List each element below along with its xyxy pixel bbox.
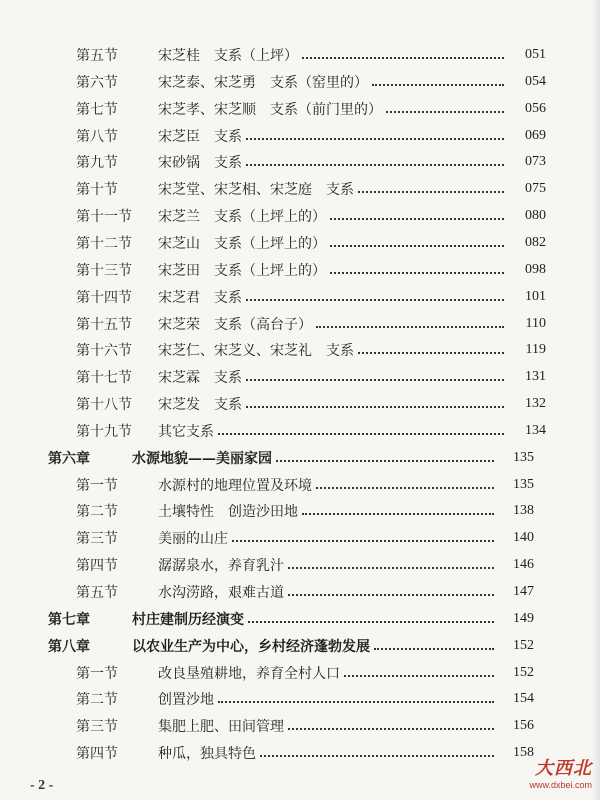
toc-entry-page: 135	[513, 476, 534, 492]
toc-entry-number: 第十节	[76, 182, 118, 199]
toc-entry-title: 水沟涝路，艰难古道	[158, 585, 284, 601]
toc-entry-page: 051	[525, 47, 546, 62]
toc-entry-number: 第十一节	[76, 209, 132, 226]
toc-section-entry	[0, 257, 600, 283]
toc-entry-title: 宋芝田 支系（上坪上的）	[158, 262, 326, 279]
toc-entry-title: 宋芝君 支系	[158, 289, 242, 306]
toc-entry-page: 156	[513, 718, 534, 734]
toc-section-entry	[0, 149, 600, 175]
toc-entry-number: 第三节	[76, 531, 118, 548]
toc-entry-number: 第二节	[76, 504, 118, 521]
toc-section-entry	[0, 96, 600, 122]
toc-entry-page: 135	[513, 449, 534, 465]
dot-leader	[246, 406, 504, 408]
dot-leader	[302, 57, 504, 59]
toc-entry-title: 宋芝发 支系	[158, 397, 242, 414]
dot-leader	[386, 111, 504, 113]
toc-entry-title: 宋芝山 支系（上坪上的）	[158, 235, 326, 252]
toc-entry-number: 第十七节	[76, 370, 132, 387]
dot-leader	[260, 755, 494, 757]
dot-leader	[288, 594, 494, 596]
toc-entry-page: 140	[513, 530, 534, 546]
dot-leader	[246, 299, 504, 301]
toc-entry-title: 宋芝霖 支系	[158, 370, 242, 387]
toc-entry-page: 131	[525, 369, 546, 385]
toc-section-entry	[0, 69, 600, 95]
toc-entry-number: 第九节	[76, 155, 118, 172]
toc-section-entry	[0, 552, 600, 578]
dot-leader	[246, 138, 504, 140]
toc-entry-page: 152	[513, 664, 534, 680]
toc-entry-page: 069	[525, 127, 546, 143]
toc-entry-number: 第十八节	[76, 397, 132, 414]
toc-section-entry	[0, 660, 600, 686]
toc-entry-number: 第四节	[76, 558, 118, 575]
toc-section-entry	[0, 364, 600, 390]
toc-entry-number: 第五节	[76, 48, 118, 64]
toc-section-entry	[0, 740, 600, 766]
toc-section-entry	[0, 498, 600, 524]
toc-entry-page: 119	[525, 342, 546, 358]
toc-chapter-entry	[0, 633, 600, 659]
toc-entry-page: 146	[513, 557, 534, 573]
toc-chapter-entry	[0, 606, 600, 632]
dot-leader	[330, 272, 504, 274]
toc-chapter-entry	[0, 445, 600, 471]
toc-entry-title: 美丽的山庄	[158, 531, 228, 548]
toc-entry-title: 宋芝荣 支系（高台子）	[158, 316, 312, 333]
dot-leader	[246, 379, 504, 381]
toc-entry-page: 149	[513, 610, 534, 626]
toc-entry-title: 宋芝泰、宋芝勇 支系（窑里的）	[158, 74, 368, 91]
toc-entry-number: 第十五节	[76, 316, 132, 333]
toc-entry-title: 水源村的地理位置及环境	[158, 477, 312, 494]
toc-section-entry	[0, 686, 600, 712]
toc-entry-title: 宋芝仁、宋芝义、宋芝礼 支系	[158, 343, 354, 360]
toc-entry-number: 第六章	[48, 450, 90, 467]
toc-section-entry	[0, 391, 600, 417]
dot-leader	[248, 621, 494, 623]
toc-entry-number: 第六节	[76, 74, 118, 91]
toc-entry-number: 第八章	[48, 638, 90, 655]
toc-section-entry	[0, 203, 600, 229]
dot-leader	[218, 701, 494, 703]
toc-entry-number: 第七节	[76, 101, 118, 118]
toc-entry-page: 054	[525, 73, 546, 89]
dot-leader	[316, 326, 504, 328]
toc-entry-title: 村庄建制历经演变	[132, 611, 244, 628]
dot-leader	[302, 513, 494, 515]
toc-entry-title: 土壤特性 创造沙田地	[158, 504, 298, 521]
toc-entry-number: 第二节	[76, 692, 118, 709]
toc-entry-page: 080	[525, 208, 546, 224]
toc-entry-number: 第十三节	[76, 262, 132, 279]
dot-leader	[276, 460, 494, 462]
toc-section-entry	[0, 176, 600, 202]
toc-entry-page: 098	[525, 261, 546, 277]
dot-leader	[316, 487, 494, 489]
toc-entry-title: 集肥上肥、田间管理	[158, 719, 284, 736]
toc-entry-number: 第十九节	[76, 423, 132, 440]
dot-leader	[330, 245, 504, 247]
dot-leader	[246, 164, 504, 166]
toc-entry-title: 宋砂锅 支系	[158, 155, 242, 172]
dot-leader	[330, 218, 504, 220]
toc-section-entry	[0, 337, 600, 363]
dot-leader	[232, 540, 494, 542]
page-edge-shadow	[592, 0, 600, 800]
toc-entry-number: 第八节	[76, 128, 118, 145]
toc-entry-page: 082	[525, 234, 546, 250]
site-watermark-logo	[512, 754, 592, 794]
dot-leader	[218, 433, 504, 435]
toc-entry-title: 宋芝孝、宋芝顺 支系（前门里的）	[158, 101, 382, 118]
toc-entry-number: 第五节	[76, 585, 118, 601]
toc-section-entry	[0, 123, 600, 149]
toc-section-entry	[0, 472, 600, 498]
toc-section-entry	[0, 418, 600, 444]
toc-entry-number: 第十二节	[76, 235, 132, 252]
toc-entry-page: 152	[513, 637, 534, 653]
toc-entry-number: 第一节	[76, 477, 118, 494]
toc-entry-title: 潺潺泉水，养育乳汁	[158, 558, 284, 575]
toc-section-entry	[0, 284, 600, 310]
toc-entry-title: 种瓜，独具特色	[158, 746, 256, 763]
toc-entry-title: 宋芝臣 支系	[158, 128, 242, 145]
dot-leader	[372, 84, 504, 86]
toc-entry-page: 101	[525, 288, 546, 304]
toc-entry-page: 158	[513, 745, 534, 761]
toc-entry-number: 第七章	[48, 611, 90, 628]
toc-entry-page: 154	[513, 691, 534, 707]
page-number-footer: - 2 -	[30, 778, 54, 793]
toc-entry-number: 第十六节	[76, 343, 132, 360]
toc-entry-page: 138	[513, 503, 534, 519]
toc-section-entry	[0, 713, 600, 739]
toc-entry-page: 147	[513, 584, 534, 599]
toc-entry-title: 以农业生产为中心，乡村经济蓬勃发展	[132, 638, 370, 655]
toc-entry-number: 第十四节	[76, 289, 132, 306]
toc-entry-page: 073	[525, 154, 546, 170]
toc-entry-title: 宋芝堂、宋芝相、宋芝庭 支系	[158, 182, 354, 199]
toc-section-entry	[0, 311, 600, 337]
toc-entry-title: 创置沙地	[158, 692, 214, 709]
toc-entry-title: 改良垦殖耕地，养育全村人口	[158, 665, 340, 682]
dot-leader	[374, 648, 494, 650]
toc-entry-page: 132	[525, 396, 546, 412]
toc-section-entry	[0, 579, 600, 605]
toc-entry-number: 第四节	[76, 746, 118, 763]
toc-section-entry	[0, 525, 600, 551]
dot-leader	[358, 352, 504, 354]
toc-entry-title: 水源地貌——美丽家园	[132, 450, 272, 467]
toc-entry-number: 第三节	[76, 719, 118, 736]
toc-section-entry	[0, 230, 600, 256]
toc-section-entry	[0, 42, 600, 68]
toc-entry-page: 075	[525, 181, 546, 197]
toc-entry-page: 056	[525, 100, 546, 116]
toc-entry-title: 其它支系	[158, 423, 214, 440]
toc-entry-number: 第一节	[76, 665, 118, 682]
toc-entry-title: 宋芝兰 支系（上坪上的）	[158, 209, 326, 226]
toc-entry-title: 宋芝桂 支系（上坪）	[158, 48, 298, 64]
dot-leader	[358, 191, 504, 193]
toc-entry-page: 134	[525, 422, 546, 438]
watermark-url: www.dxbei.com	[529, 780, 592, 790]
dot-leader	[288, 728, 494, 730]
watermark-text: 大西北	[535, 758, 592, 779]
toc-entry-page: 110	[525, 315, 546, 331]
dot-leader	[288, 567, 494, 569]
dot-leader	[344, 675, 494, 677]
